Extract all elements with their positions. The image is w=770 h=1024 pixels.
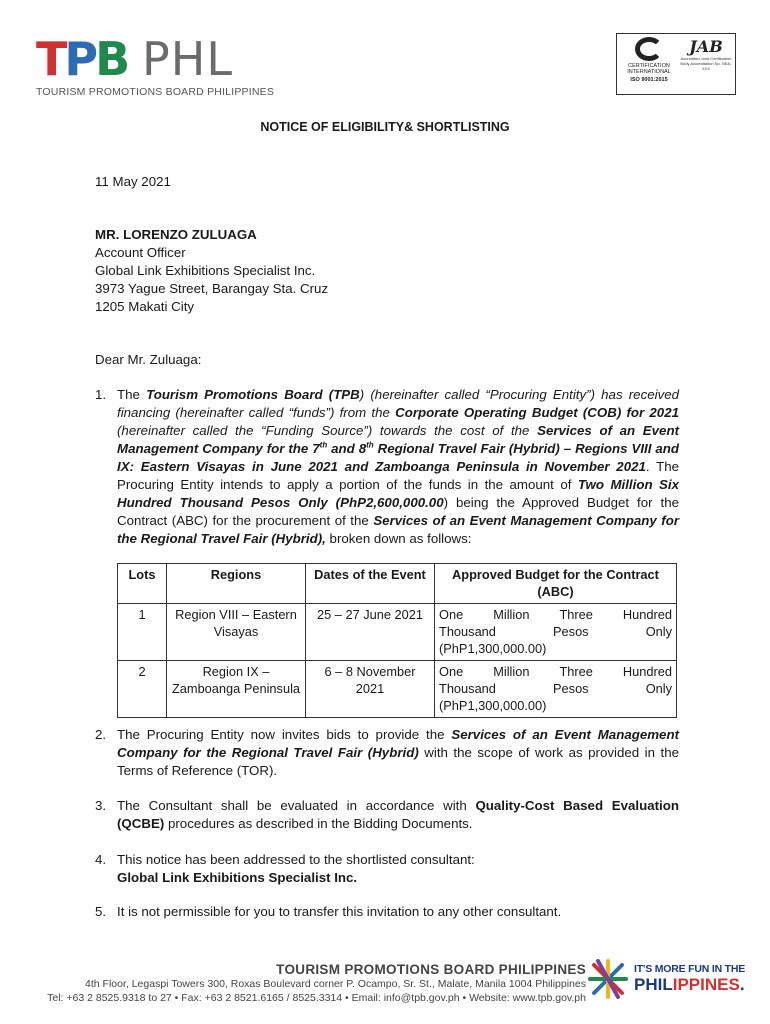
- weave-star-icon: [588, 959, 628, 999]
- text-run: The Consultant shall be evaluated in accordance with: [117, 798, 476, 813]
- table-header-row: [118, 564, 677, 604]
- cell-lot: 1: [118, 604, 167, 661]
- recipient-address-block: [95, 226, 328, 316]
- abc-line-1: [439, 606, 672, 623]
- logo-letter-b: B: [95, 32, 128, 86]
- tpb-logo-mark: [36, 32, 128, 86]
- item-number: 3.: [95, 798, 107, 813]
- jab-accreditation-mark: [679, 38, 733, 92]
- cell-dates: 6 – 8 November 2021: [306, 661, 435, 718]
- text-run: The Procuring Entity now invites bids to provide the: [117, 727, 452, 742]
- jab-logo-icon: JAB: [689, 37, 723, 56]
- iso-certification-badge: [616, 33, 736, 95]
- cell-abc: [435, 604, 677, 661]
- cert-left-text: CERTIFICATION INTERNATIONAL: [627, 63, 671, 75]
- notice-title: NOTICE OF ELIGIBILITY& SHORTLISTING: [260, 120, 510, 134]
- text-run: with the scope of work as provided in the Terms of Reference (TOR).: [117, 745, 679, 778]
- abc-amount: (PhP1,300,000.00): [439, 641, 547, 656]
- recipient-name: MR. LORENZO ZULUAGA: [95, 227, 257, 242]
- text-run: This notice has been addressed to the shortlisted consultant:: [117, 852, 475, 867]
- abc-word: One: [439, 607, 464, 622]
- item-number: 5.: [95, 904, 107, 919]
- text-run-bold-italic: Corporate Operating Budget (COB) for 2021: [395, 405, 679, 420]
- table-row: [118, 661, 677, 718]
- logo-letter-p: P: [64, 32, 96, 86]
- tpb-phl-logo: [36, 32, 276, 100]
- list-item-2: [95, 726, 679, 780]
- text-run: procedures as described in the Bidding Documents.: [164, 816, 473, 831]
- more-fun-philippines-logo: [588, 957, 744, 1001]
- ci-ring-icon: [635, 37, 663, 61]
- text-run: broken down as follows:: [325, 531, 472, 546]
- logo-phl-text: PHL: [142, 32, 233, 86]
- footer-address: 4th Floor, Legaspi Towers 300, Roxas Boulevard corner P. Ocampo, Sr. St., Malate, Manila 1004 Philippines: [85, 978, 586, 990]
- item-4-text: [117, 851, 679, 887]
- slogan-part: PHIL: [634, 975, 673, 994]
- abc-word: Million: [493, 664, 530, 679]
- recipient-street: 3973 Yague Street, Barangay Sta. Cruz: [95, 281, 329, 296]
- abc-word: Thousand: [439, 681, 496, 696]
- abc-word: Only: [645, 624, 672, 639]
- text-run-bold-italic: Services of an Event Management Company for the 7: [117, 423, 680, 456]
- list-item-4: [95, 851, 679, 887]
- abc-line-1: [439, 663, 672, 680]
- slogan-part: IPPINES: [672, 975, 740, 994]
- logo-letter-t: T: [36, 32, 65, 86]
- cell-region: Region IX – Zamboanga Peninsula: [167, 661, 306, 718]
- header-dates: Dates of the Event: [306, 564, 435, 604]
- logo-subtitle: TOURISM PROMOTIONS BOARD PHILIPPINES: [36, 86, 275, 98]
- text-run-bold-italic: Tourism Promotions Board (TPB: [146, 387, 360, 402]
- text-run-bold: Quality-Cost Based Evaluation (QCBE): [117, 798, 679, 831]
- superscript: th: [366, 440, 374, 450]
- abc-word: Million: [493, 607, 530, 622]
- letter-date: 11 May 2021: [95, 174, 171, 189]
- header-abc: Approved Budget for the Contract (ABC): [435, 564, 677, 604]
- list-item-5: [95, 903, 679, 921]
- jab-text: Accredited Joint Certification Body Accreditation No. NEA-XXX: [680, 56, 732, 71]
- cell-dates: 25 – 27 June 2021: [306, 604, 435, 661]
- abc-word: Hundred: [622, 607, 672, 622]
- item-3-text: [117, 797, 679, 833]
- list-item-1: [95, 386, 679, 548]
- abc-word: Pesos: [553, 681, 589, 696]
- abc-amount: (PhP1,300,000.00): [439, 698, 547, 713]
- text-run-bold-italic: Services of an Event Management Company for the Regional Travel Fair (Hybrid),: [117, 513, 679, 546]
- recipient-city: 1205 Makati City: [95, 299, 195, 314]
- cell-region: Region VIII – Eastern Visayas: [167, 604, 306, 661]
- item-number: 4.: [95, 852, 107, 867]
- text-run-italic: (hereinafter called the “Funding Source”) towards the cost of the: [117, 423, 538, 438]
- cell-abc: [435, 661, 677, 718]
- abc-line-2: [439, 680, 672, 697]
- shortlisted-consultant: Global Link Exhibitions Specialist Inc.: [117, 870, 358, 885]
- text-run-bold-italic: Two Million Six Hundred Thousand Pesos Only (PhP2,600,000.00: [117, 477, 679, 510]
- text-run-italic: ) (hereinafter called “Procuring Entity”) has received financing (hereinafter called “funds”) from the: [117, 387, 680, 420]
- certification-international-mark: [621, 37, 677, 93]
- abc-word: Only: [645, 681, 672, 696]
- item-number: 2.: [95, 727, 107, 742]
- superscript: th: [319, 440, 328, 450]
- recipient-position: Account Officer: [95, 245, 186, 260]
- abc-line-2: [439, 623, 672, 640]
- salutation: Dear Mr. Zuluaga:: [95, 352, 202, 367]
- slogan-part: .: [739, 975, 745, 994]
- text-run: . The Procuring Entity intends to apply a portion of the funds in the amount of: [117, 459, 679, 492]
- recipient-company: Global Link Exhibitions Specialist Inc.: [95, 263, 316, 278]
- text-run-bold-italic: Regional Travel Fair (Hybrid) – Regions VIII and IX: Eastern Visayas in June 2021 and Zamboanga Peninsula in November 2021: [117, 441, 680, 474]
- text-run-bold-italic: Services of an Event Management Company for the Regional Travel Fair (Hybrid): [117, 727, 680, 760]
- text-run: The: [117, 387, 147, 402]
- item-2-text: [117, 726, 679, 780]
- abc-word: Pesos: [553, 624, 589, 639]
- cell-lot: 2: [118, 661, 167, 718]
- item-number: 1.: [95, 387, 107, 402]
- abc-word: Hundred: [622, 664, 672, 679]
- footer-contact-block: [24, 962, 586, 1005]
- slogan-top: IT'S MORE FUN IN THE: [634, 963, 746, 975]
- header-regions: Regions: [167, 564, 306, 604]
- item-1-text: [117, 386, 679, 548]
- footer-org-name: TOURISM PROMOTIONS BOARD PHILIPPINES: [276, 962, 586, 977]
- abc-word: Thousand: [439, 624, 496, 639]
- item-5-text: It is not permissible for you to transfer this invitation to any other consultant.: [117, 904, 562, 919]
- abc-word: One: [439, 664, 464, 679]
- abc-word: Three: [559, 607, 593, 622]
- text-run: ) being the Approved Budget for the Contract (ABC) for the procurement of the: [117, 495, 679, 528]
- lots-table: [117, 563, 677, 718]
- slogan-bottom: [634, 975, 745, 995]
- footer-contact: Tel: +63 2 8525.9318 to 27 • Fax: +63 2 8521.6165 / 8525.3314 • Email: info@tpb.gov.ph • Website: www.tpb.gov.ph: [47, 992, 586, 1004]
- header-lots: Lots: [118, 564, 167, 604]
- cert-iso-text: ISO 9001:2015: [630, 77, 668, 83]
- text-run-bold-italic: and 8: [327, 441, 367, 456]
- table-row: [118, 604, 677, 661]
- list-item-3: [95, 797, 679, 833]
- abc-word: Three: [559, 664, 593, 679]
